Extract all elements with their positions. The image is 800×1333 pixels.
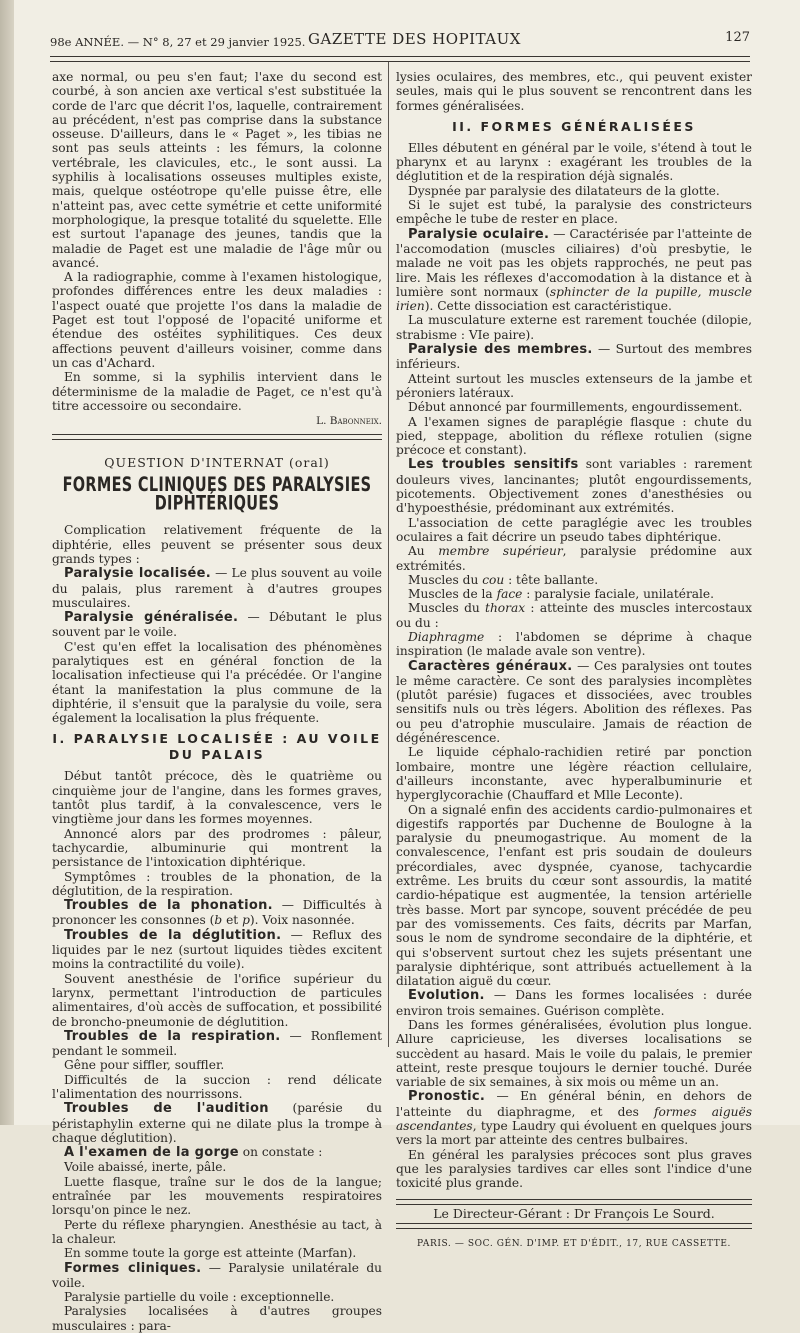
run-text: — Le plus souvent au voile du palais, plus rarement à d'autres groupes musculaires. [52, 566, 382, 610]
run-in-heading: Caractères généraux. [408, 658, 573, 674]
journal-title: GAZETTE DES HOPITAUX [308, 30, 521, 48]
run-text: — Ronflement pendant le sommeil. [52, 1028, 382, 1059]
run-text: — Surtout des membres inférieurs. [396, 342, 752, 372]
paragraph: Dyspnée par paralysie des dilatateurs de la glotte. [408, 183, 720, 198]
run-text: Muscles de la [408, 587, 497, 602]
run-text: Au [408, 544, 439, 559]
paragraph [396, 1089, 752, 1147]
paragraph: L'association de cette paraglégie avec les troubles oculaires a fait décrire un pseudo tabes diphtérique. [396, 515, 752, 544]
paragraph: axe normal, ou peu s'en faut; l'axe du second est courbé, à son ancien axe vertical s'est substituée la corde de l'arc que décrit l'os, laquelle, contrairement au précédent, n'est pas comprise dans la substance osseuse. D'ailleurs, dans le « Paget », les tibias ne sont pas seuls atteints : les fémurs, la colonne vertébrale, les clavicules, etc., le sont aussi. La syphilis à localisations osseuses multiples existe, mais, quelque ostéotrope qu'elle puisse être, elle n'atteint pas, avec cette symétrie et cette uniformité morphologique, la presque totalité du squelette. Elle est surtout l'apanage des jeunes, tandis que la maladie de Paget est une maladie de l'âge mûr ou avancé. [52, 70, 382, 270]
page-number: 127 [725, 30, 750, 45]
run-text: : atteinte des muscles intercostaux ou du : [396, 601, 752, 630]
column-divider [388, 62, 389, 1047]
run-text: — Difficultés à prononcer les consonnes ( [52, 898, 382, 928]
run-in-heading: Paralysie généralisée. [64, 610, 239, 626]
paragraph: C'est qu'en effet la localisation des phénomènes paralytiques est en général fonction de la localisation infectieuse qui l'a précédée. Or l'angine étant la manifestation la plus commune de la diphtérie, il s'ensuit que la paralysie du voile, sera également la localisation la plus fréquente. [52, 639, 382, 726]
run-text: et [222, 913, 243, 928]
paragraph [52, 928, 382, 972]
run-text: , type Laudry qui évoluent en quelques jours vers la mort par atteinte des centres bulbaires. [396, 1119, 752, 1148]
paragraph [396, 587, 752, 601]
author-signature: L. Babonneix. [316, 415, 382, 428]
paragraph: En général les paralysies précoces sont plus graves que les paralysies tardives car elles sont l'indice d'une toxicité plus grande. [396, 1147, 752, 1191]
article-separator [52, 434, 382, 440]
italic-text: sphincter de la pupille, muscle irien [396, 284, 752, 314]
run-in-heading: Troubles de la déglutition. [64, 927, 282, 943]
run-text: — Paralysie unilatérale du voile. [52, 1260, 382, 1290]
italic-text: Diaphragme [408, 629, 485, 644]
footer-rule [396, 1199, 752, 1205]
run-in-heading: Evolution. [408, 988, 485, 1004]
paragraph: Luette flasque, traîne sur le dos de la langue; entraînée par les mouvements respiratoires lorsqu'on pince le nez. [52, 1174, 382, 1218]
run-text: — En général bénin, en dehors de l'atteinte du diaphragme, et des [396, 1089, 752, 1119]
issue-line: 98e ANNÉE. — N° 8, 27 et 29 janvier 1925. [50, 35, 306, 49]
paragraph [396, 342, 752, 372]
paragraph: Dans les formes généralisées, évolution plus longue. Allure capricieuse, les diverses localisations se succèdent au hasard. Mais le voile du palais, le premier atteint, reste presque toujours le dernier touché. Durée variable de six semaines, à six mois ou même un an. [396, 1018, 752, 1090]
paragraph: Symptômes : troubles de la phonation, de la déglutition, de la respiration. [52, 869, 382, 898]
paragraph: Le liquide céphalo-rachidien retiré par ponction lombaire, montre une légère réaction cellulaire, d'ailleurs inconstante, avec hyperalbuminurie et hyperglycorachie (Chauffard et Mlle Leconte). [396, 745, 752, 803]
paragraph: En somme, si la syphilis intervient dans le déterminisme de la maladie de Paget, ce n'est qu'à titre accessoire ou secondaire. [52, 370, 382, 413]
article-title: FORMES CLINIQUES DES PARALYSIES DIPHTÉRIQUES [62, 474, 372, 516]
run-text: : tête ballante. [504, 572, 599, 587]
paragraph: Si le sujet est tubé, la paralysie des constricteurs empêche le tube de rester en place. [396, 198, 752, 227]
run-text: sont variables : rarement douleurs vives, lancinantes; plutôt engourdissements, picotements. Objectivement zones d'anesthésies ou d'hypoesthésie, prédominant aux extrémités. [396, 457, 752, 516]
paragraph: Souvent anesthésie de l'orifice supérieur du larynx, permettant l'introduction de particules alimentaires, d'où accès de suffocation, et possibilité de broncho-pneumonie de déglutition. [52, 971, 382, 1029]
paragraph: En somme toute la gorge est atteinte (Marfan). [64, 1246, 357, 1261]
run-in-heading: Formes cliniques. [64, 1260, 202, 1276]
run-text: — Ces paralysies ont toutes le même caractère. Ce sont des paralysies incomplètes (plutôt parésie) fugaces et dissociées, avec troubles sensitifs nuls ou très légers. Abolition des réflexes. Pas ou peu d'atrophie musculaire. Jamais de réaction de dégénérescence. [396, 658, 752, 746]
run-text: Muscles du [408, 601, 486, 616]
paragraph: Elles débutent en général par le voile, s'étend à tout le pharynx et au larynx : exagérant les troubles de la déglutition et de la respiration déjà signalés. [396, 140, 752, 184]
run-in-heading: Troubles de la respiration. [64, 1028, 281, 1044]
paragraph: Paralysies localisées à d'autres groupes musculaires : para- [52, 1304, 382, 1333]
director-line: Le Directeur-Gérant : Dr François Le Sourd. [433, 1205, 715, 1221]
page-binding-edge [0, 0, 14, 1125]
rubric: QUESTION D'INTERNAT (oral) [104, 455, 330, 471]
left-column [52, 70, 382, 1333]
run-text: ). Voix nasonnée. [249, 913, 355, 928]
run-text: : l'abdomen se déprime à chaque inspiration (le malade avale son ventre). [396, 629, 752, 659]
paragraph: Difficultés de la succion : rend délicate l'alimentation des nourrissons. [52, 1072, 382, 1101]
run-in-heading: Paralysie oculaire. [408, 226, 550, 242]
run-in-heading: Pronostic. [408, 1089, 486, 1105]
paragraph [52, 1029, 382, 1059]
run-text: on constate : [238, 1145, 323, 1160]
paragraph [396, 601, 752, 630]
paragraph: A l'examen signes de paraplégie flasque : chute du pied, steppage, abolition du réflexe rotulien (signe précoce et constant). [396, 414, 752, 458]
right-column [396, 70, 752, 1251]
paragraph: lysies oculaires, des membres, etc., qui peuvent exister seules, mais qui le plus souvent se rencontrent dans les formes généralisées. [396, 70, 752, 113]
italic-text: cou [482, 572, 505, 587]
run-text: — Débutant le plus souvent par le voile. [52, 610, 382, 640]
footer-rule-bottom [396, 1223, 752, 1229]
paragraph: On a signalé enfin des accidents cardio-pulmonaires et digestifs rapportés par Duchenne de Boulogne à la paralysie du pneumogastrique. Au moment de la convalescence, l'enfant est pris soudain de douleurs précordiales, avec dyspnée, cyanose, tachycardie extrême. Les bruits du cœur sont assourdis, la matité cardio-hépatique est augmentée, la tension artérielle très basse. Mort par syncope, souvent précédée de peu par des vomissements. Ces faits, décrits par Marfan, sous le nom de syndrome secondaire de la diphtérie, et qui s'observent surtout chez les sujets présentant une paralysie diphtérique, sont attribués actuellement à la dilatation aiguë du cœur. [396, 802, 752, 989]
run-text: — Reflux des liquides par le nez (surtout liquides tièdes excitent moins la contractilité du voile). [52, 927, 382, 972]
paragraph [396, 544, 752, 573]
paragraph [396, 630, 752, 659]
italic-letter: p [242, 913, 250, 928]
paragraph: Voile abaissé, inerte, pâle. [64, 1160, 227, 1175]
paragraph: Complication relativement fréquente de la diphtérie, elles peuvent se présenter sous deux grands types : [52, 523, 382, 566]
paragraph [396, 227, 752, 314]
paragraph: Annoncé alors par des prodromes : pâleur, tachycardie, albuminurie qui montrent la persistance de l'intoxication diphtérique. [52, 826, 382, 870]
paragraph [52, 1145, 382, 1160]
paragraph [52, 610, 382, 640]
paragraph: Paralysie partielle du voile : exceptionnelle. [64, 1290, 335, 1305]
section-heading: I. PARALYSIE LOCALISÉE : AU VOILE DU PALAIS [52, 731, 382, 763]
paragraph: Atteint surtout les muscles extenseurs de la jambe et péroniers latéraux. [396, 371, 752, 400]
run-text: Muscles du [408, 572, 483, 587]
run-text: (parésie du péristaphylin externe qui ne dilate plus la trompe à chaque déglutition). [52, 1101, 382, 1145]
paragraph: La musculature externe est rarement touchée (dilopie, strabisme : VIe paire). [396, 313, 752, 342]
italic-text: membre supérieur [438, 544, 563, 559]
run-in-heading: Paralysie localisée. [64, 566, 211, 582]
paragraph [396, 573, 752, 587]
run-in-heading: Troubles de l'audition [64, 1101, 269, 1117]
paragraph [396, 659, 752, 746]
header-rule [50, 56, 750, 62]
paragraph [52, 1101, 382, 1145]
run-in-heading: Paralysie des membres. [408, 342, 593, 358]
paragraph: Gêne pour siffler, souffler. [64, 1058, 225, 1073]
printer-imprint: PARIS. — SOC. GÉN. D'IMP. ET D'ÉDIT., 17, RUE CASSETTE. [417, 1238, 731, 1249]
italic-text: thorax [485, 601, 526, 616]
italic-text: face [496, 587, 523, 602]
run-text: ). Cette dissociation est caractéristique. [424, 299, 672, 314]
italic-text: formes aiguës ascendantes [396, 1104, 752, 1134]
paragraph [396, 457, 752, 515]
page-header [50, 30, 750, 54]
section-heading: II. FORMES GÉNÉRALISÉES [452, 118, 696, 134]
run-text: — Dans les formes localisées : durée environ trois semaines. Guérison complète. [396, 988, 752, 1018]
run-text: — Caractérisée par l'atteinte de l'accomodation (muscles ciliaires) d'où presbytie, le malade ne voit pas les objets rapprochés, ne peut pas lire. Mais les réflexes d'accomodation à la distance et à lumière sont normaux ( [396, 226, 753, 299]
paragraph: Début annoncé par fourmillements, engourdissement. [408, 400, 743, 415]
run-text: , paralysie prédomine aux extrémités. [396, 544, 752, 573]
run-text: : paralysie faciale, unilatérale. [522, 587, 715, 602]
paragraph: Perte du réflexe pharyngien. Anesthésie au tact, à la chaleur. [52, 1217, 382, 1246]
italic-letter: b [214, 913, 223, 928]
run-in-heading: A l'examen de la gorge [64, 1145, 239, 1161]
run-in-heading: Les troubles sensitifs [408, 457, 579, 473]
paragraph [52, 1261, 382, 1291]
run-in-heading: Troubles de la phonation. [64, 898, 273, 914]
paragraph [52, 898, 382, 928]
paragraph [396, 988, 752, 1018]
paragraph: Début tantôt précoce, dès le quatrième ou cinquième jour de l'angine, dans les formes graves, tantôt plus tardif, à la convalescence, vers le vingtième jour dans les formes moyennes. [52, 769, 382, 827]
paragraph [52, 566, 382, 610]
paragraph: A la radiographie, comme à l'examen histologique, profondes différences entre les deux maladies : l'aspect ouaté que projette l'os dans la maladie de Paget est tout l'opposé de l'opacité uniforme et étendue des ostéites syphilitiques. Ces deux affections peuvent d'ailleurs voisiner, comme dans un cas d'Achard. [52, 270, 382, 370]
